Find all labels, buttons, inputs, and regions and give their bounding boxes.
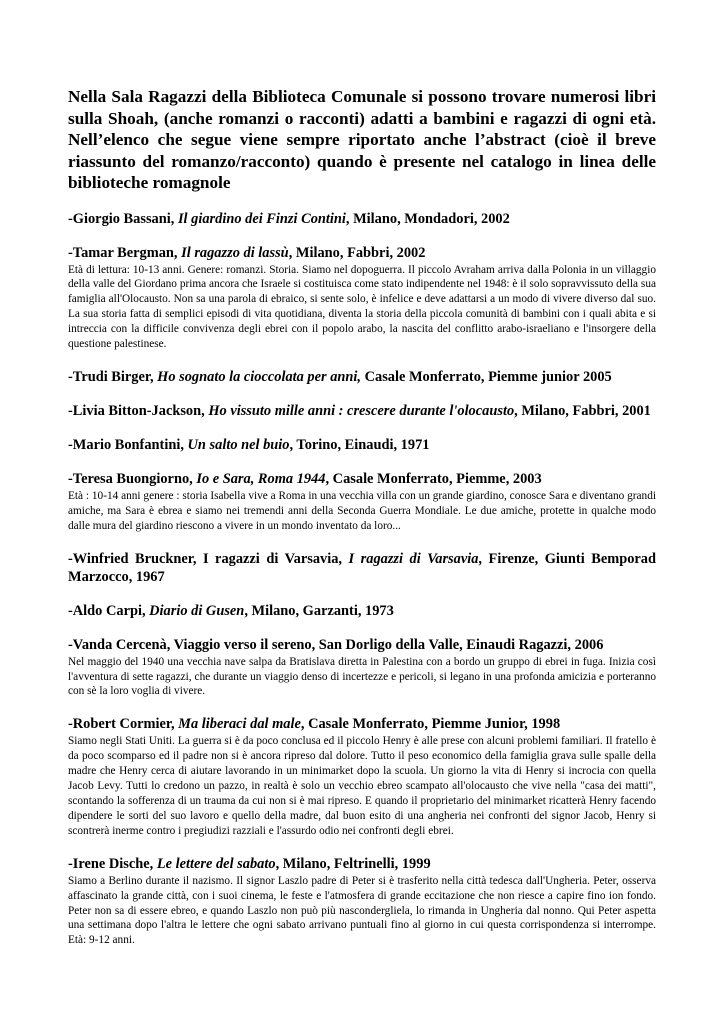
book-entry [68,470,656,534]
book-citation [68,550,656,586]
book-author: -Trudi Birger, [68,368,158,385]
book-title: Ho vissuto mille anni : crescere durante l'olocausto [208,402,515,419]
book-citation [68,436,656,454]
book-author: -Irene Dische, [68,855,157,872]
book-author: -Aldo Carpi, [68,602,150,619]
book-entry [68,715,656,838]
book-author: -Livia Bitton-Jackson, [68,402,209,419]
book-publisher: , Milano, Garzanti, 1973 [244,602,394,619]
book-title: Io e Sara, Roma 1944 [196,470,326,487]
book-author: -Robert Cormier, [68,716,179,733]
book-entry [68,602,656,620]
book-citation [68,210,656,228]
book-citation [68,470,656,488]
book-publisher: , Torino, Einaudi, 1971 [289,436,430,453]
book-title: Le lettere del sabato [156,855,276,872]
book-citation [68,855,656,873]
intro-paragraph: Nella Sala Ragazzi della Biblioteca Comunale si possono trovare numerosi libri sulla Shoah, (anche romanzi o racconti) adatti a bambini e ragazzi di ogni età. Nell’elenco che segue viene sempre riportato anche l’abstract (cioè il breve riassunto del romanzo/racconto) quando è presente nel catalogo in linea delle biblioteche romagnole [68,87,656,192]
book-title: Ho sognato la cioccolata per anni, [157,368,362,385]
book-title: Ma liberaci dal male [178,716,301,733]
document-page [68,86,656,964]
book-entry [68,855,656,949]
book-citation [68,368,656,386]
book-citation [68,602,656,620]
book-entry [68,636,656,700]
book-title: Il giardino dei Finzi Contini [177,210,346,227]
book-abstract: Età : 10-14 anni genere : storia Isabella vive a Roma in una vecchia villa con un grande giardino, conosce Sara e diventano grandi amiche, ma Sara è ebrea e siamo nei tremendi anni della Seconda Guerra Mondiale. Le due amiche, protette in qualche modo dalle mura del giardino riescono a vivere in un mondo inventato da loro... [68,489,656,532]
book-entry [68,550,656,586]
book-entry [68,402,656,420]
book-title: Un salto nel buio [187,436,290,453]
book-publisher: Casale Monferrato, Piemme junior 2005 [361,368,612,385]
book-abstract: Età di lettura: 10-13 anni. Genere: romanzi. Storia. Siamo nel dopoguerra. Il piccolo Avraham arriva dalla Polonia in un villaggio della valle del Giordano prima ancora che Israele si costituisca come stato indipendente nel 1948: è il solo sopravvissuto della sua famiglia all'Olocausto. Non sa una parola di ebraico, si sente solo, è infelice e deve adattarsi a un modo di vivere diverso dal suo. La sua storia fatta di semplici episodi di vita quotidiana, diventa la storia della piccola comunità di bambini con i quali abita e si intreccia con la difficile convivenza degli ebrei con il popolo arabo, la nascita del conflitto arabo-israeliano e l'insorgere della questione palestinese. [68,263,656,351]
book-entry [68,436,656,454]
book-citation [68,244,656,262]
book-publisher: , Milano, Fabbri, 2002 [288,244,426,261]
book-publisher: , Milano, Mondadori, 2002 [345,210,510,227]
book-author: -Giorgio Bassani, [68,210,178,227]
book-entry [68,210,656,228]
book-publisher: , Milano, Fabbri, 2001 [514,402,651,419]
book-author: -Tamar Bergman, [68,244,182,261]
book-publisher: , Casale Monferrato, Piemme Junior, 1998 [300,716,561,733]
book-entry [68,368,656,386]
book-abstract: Siamo negli Stati Uniti. La guerra si è da poco conclusa ed il piccolo Henry è alle prese con alcuni problemi familiari. Il fratello è da poco scomparso ed il padre non si è ancora ripreso dal dolore. Tutto il peso economico della famiglia grava sulle spalle della madre che Henry cerca di aiutare lavorando in un minimarket dopo la scuola. Un giorno la vita di Henry si incrocia con quella Jacob Levy. Tutti lo credono un pazzo, in realtà è solo un vecchio ebreo scampato all'olocausto che vive nella "casa dei matti", scontando la sofferenza di un trauma da cui non si è mai ripreso. E quando il proprietario del minimarket ricatterà Henry facendo dipendere le sorti del suo lavoro e quello della madre, dal buon esito di una angheria nei confronti del signor Jacob, Henry si scontrerà inerme contro i pregiudizi razziali e l'assurdo odio nei confronti degli ebrei. [68,735,656,837]
book-title: Diario di Gusen [149,602,245,619]
book-abstract: Siamo a Berlino durante il nazismo. Il signor Laszlo padre di Peter si è trasferito nella città tedesca dall'Ungheria. Peter, osserva affascinato la grande città, con i suoi cinema, le feste e l'atmosfera di grande eccitazione che non riesce a capire fino ion fondo. Peter non sa di essere ebreo, e quando Laszlo non può più nascondergliela, lo rimanda in Ungheria dal nonno. Qui Peter aspetta una settimana dopo l'altra le lettere che ogni sabato arrivano puntuali fino al giorno in cui questa corrispondenza si interrompe. Età: 9-12 anni. [68,874,656,947]
book-citation [68,715,656,733]
book-publisher: , Milano, Feltrinelli, 1999 [275,855,431,872]
book-title: I ragazzi di Varsavia [348,550,479,567]
book-author: -Mario Bonfantini, [68,436,188,453]
book-author: -Winfried Bruckner, I ragazzi di Varsavia, [68,550,349,567]
book-author: -Vanda Cercenà, Viaggio verso il sereno, San Dorligo della Valle, Einaudi Ragazzi, 2006 [68,636,604,653]
book-citation [68,402,656,420]
book-publisher: , Firenze, Giunti Bemporad Marzocco, 1967 [68,550,656,585]
book-title: Il ragazzo di lassù [181,244,289,261]
book-list [68,210,656,949]
book-entry [68,244,656,352]
book-author: -Teresa Buongiorno, [68,470,197,487]
book-abstract: Nel maggio del 1940 una vecchia nave salpa da Bratislava diretta in Palestina con a bordo un gruppo di ebrei in fuga. Inizia così l'avventura di sette ragazzi, che durante un viaggio denso di incertezze e pericoli, si legano in una profonda amicizia e porteranno con sè la loro voglia di vivere. [68,655,656,698]
book-publisher: , Casale Monferrato, Piemme, 2003 [325,470,542,487]
book-citation [68,636,656,654]
